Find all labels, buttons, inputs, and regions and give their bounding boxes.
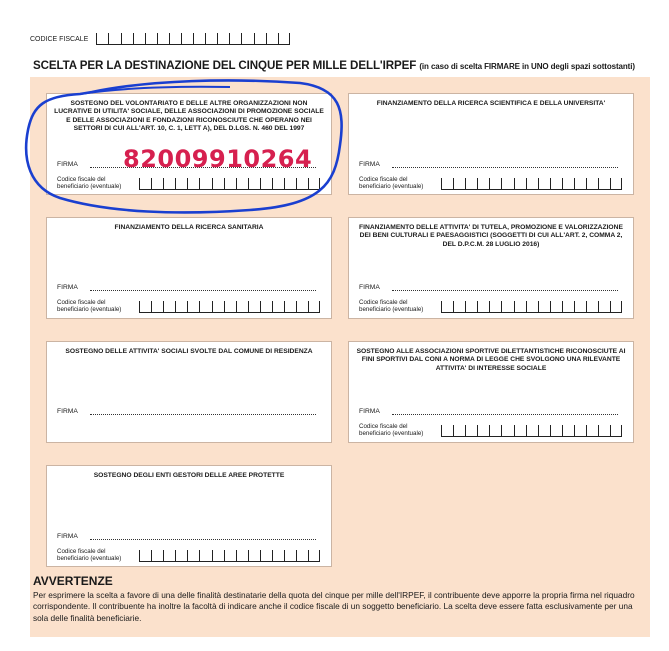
avvertenze-text: Per esprimere la scelta a favore di una delle finalità destinatarie della quota del cinque per mille dell'IRPEF, il contribuente deve apporre la propria firma nel riquadro corrispondente. Il contribuente ha inoltre la facoltà di indicare anche il codice fiscale di un soggetto beneficiario. La scelta deve essere fatta esclusivamente per una sola delle finalità beneficiarie. — [33, 590, 635, 623]
char-box[interactable] — [133, 33, 145, 44]
char-box[interactable] — [163, 178, 175, 189]
char-box[interactable] — [139, 301, 151, 312]
char-box[interactable] — [236, 301, 248, 312]
option-ricerca-scientifica — [348, 93, 634, 195]
char-box[interactable] — [199, 178, 211, 189]
char-box[interactable] — [248, 301, 260, 312]
firma-label: FIRMA — [57, 284, 78, 291]
char-box[interactable] — [598, 178, 610, 189]
char-box[interactable] — [278, 33, 290, 44]
char-box[interactable] — [538, 425, 550, 436]
char-box[interactable] — [145, 33, 157, 44]
char-box[interactable] — [212, 301, 224, 312]
char-box[interactable] — [465, 301, 477, 312]
option-heading: FINANZIAMENTO DELLE ATTIVITA' DI TUTELA, PROMOZIONE E VALORIZZAZIONE DEI BENI CULTURALI E PAESAGGISTICI (SOGGETTI DI CUI ALL'ART. 2, COMMA 2, DEL D.P.C.M. 28 LUGLIO 2016) — [359, 224, 623, 248]
char-box[interactable] — [266, 33, 278, 44]
char-box[interactable] — [477, 178, 489, 189]
beneficiary-cf-label: Codice fiscale del beneficiario (eventuale) — [359, 176, 424, 190]
char-box[interactable] — [441, 301, 453, 312]
char-box[interactable] — [477, 425, 489, 436]
char-box[interactable] — [163, 301, 175, 312]
char-box[interactable] — [241, 33, 253, 44]
char-box[interactable] — [199, 550, 211, 561]
firma-field[interactable] — [359, 284, 618, 291]
firma-line[interactable] — [90, 284, 316, 291]
option-heading: SOSTEGNO DEL VOLONTARIATO E DELLE ALTRE ORGANIZZAZIONI NON LUCRATIVE DI UTILITA' SOCIALE, DELLE ASSOCIAZIONI DI PROMOZIONE SOCIALE E DELLE ASSOCIAZIONI E FONDAZIONI RICONOSCIUTE CHE OPERANO NEI SETTORI DI CUI ALL'ART. 10, C. 1, LETT A), DEL D.LGS. N. 460 DEL 1997 — [54, 100, 324, 133]
char-box[interactable] — [453, 178, 465, 189]
char-box[interactable] — [169, 33, 181, 44]
firma-line[interactable] — [90, 408, 316, 415]
form-title-main: SCELTA PER LA DESTINAZIONE DEL CINQUE PER MILLE DELL'IRPEF — [33, 59, 417, 72]
char-box[interactable] — [96, 33, 108, 44]
char-box[interactable] — [284, 301, 296, 312]
beneficiary-cf-label: Codice fiscale del beneficiario (eventuale) — [57, 548, 122, 562]
option-heading: SOSTEGNO DEGLI ENTI GESTORI DELLE AREE PROTETTE — [93, 472, 285, 479]
char-box[interactable] — [151, 178, 163, 189]
option-aree-protette — [46, 465, 332, 567]
firma-field[interactable] — [359, 161, 618, 168]
char-box[interactable] — [610, 425, 622, 436]
beneficiary-cf-input[interactable] — [441, 301, 622, 313]
option-associazioni-sportive — [348, 341, 634, 443]
firma-field[interactable] — [359, 408, 618, 415]
char-box[interactable] — [296, 550, 308, 561]
char-box[interactable] — [199, 301, 211, 312]
char-box[interactable] — [212, 550, 224, 561]
avvertenze-title: AVVERTENZE — [33, 574, 113, 588]
char-box[interactable] — [224, 301, 236, 312]
char-box[interactable] — [163, 550, 175, 561]
option-heading: SOSTEGNO ALLE ASSOCIAZIONI SPORTIVE DILETTANTISTICHE RICONOSCIUTE AI FINI SPORTIVI DAL CONI A NORMA DI LEGGE CHE SVOLGONO UNA RILEVANTE ATTIVITA' DI INTERESSE SOCIALE — [356, 348, 626, 372]
firma-line[interactable] — [90, 533, 316, 540]
char-box[interactable] — [489, 425, 501, 436]
char-box[interactable] — [229, 33, 241, 44]
codice-fiscale-row — [30, 27, 290, 45]
char-box[interactable] — [296, 178, 308, 189]
char-box[interactable] — [308, 301, 320, 312]
char-box[interactable] — [562, 178, 574, 189]
char-box[interactable] — [308, 178, 320, 189]
beneficiary-cf-input[interactable] — [139, 550, 320, 562]
char-box[interactable] — [453, 425, 465, 436]
beneficiary-cf-input[interactable] — [139, 178, 320, 190]
firma-label: FIRMA — [57, 161, 78, 168]
char-box[interactable] — [501, 178, 513, 189]
char-box[interactable] — [550, 301, 562, 312]
char-box[interactable] — [610, 301, 622, 312]
char-box[interactable] — [236, 550, 248, 561]
beneficiary-cf-label: Codice fiscale del beneficiario (eventuale) — [57, 176, 122, 190]
option-heading: FINANZIAMENTO DELLA RICERCA SCIENTIFICA E DELLA UNIVERSITA' — [376, 100, 606, 107]
char-box[interactable] — [296, 301, 308, 312]
beneficiary-cf — [57, 299, 320, 313]
char-box[interactable] — [489, 301, 501, 312]
char-box[interactable] — [260, 301, 272, 312]
codice-fiscale-input[interactable] — [96, 33, 290, 45]
char-box[interactable] — [610, 178, 622, 189]
char-box[interactable] — [212, 178, 224, 189]
char-box[interactable] — [248, 550, 260, 561]
beneficiary-cf-label: Codice fiscale del beneficiario (eventuale) — [359, 299, 424, 313]
char-box[interactable] — [224, 178, 236, 189]
char-box[interactable] — [284, 178, 296, 189]
beneficiary-cf — [359, 299, 622, 313]
char-box[interactable] — [526, 178, 538, 189]
char-box[interactable] — [465, 425, 477, 436]
char-box[interactable] — [260, 178, 272, 189]
char-box[interactable] — [139, 178, 151, 189]
firma-field[interactable] — [57, 533, 316, 540]
char-box[interactable] — [489, 178, 501, 189]
char-box[interactable] — [441, 178, 453, 189]
char-box[interactable] — [175, 178, 187, 189]
char-box[interactable] — [526, 425, 538, 436]
option-heading: FINANZIAMENTO DELLA RICERCA SANITARIA — [114, 224, 264, 231]
char-box[interactable] — [272, 550, 284, 561]
beneficiary-cf — [57, 548, 320, 562]
char-box[interactable] — [187, 301, 199, 312]
char-box[interactable] — [501, 425, 513, 436]
char-box[interactable] — [175, 301, 187, 312]
char-box[interactable] — [574, 301, 586, 312]
char-box[interactable] — [205, 33, 217, 44]
char-box[interactable] — [108, 33, 120, 44]
char-box[interactable] — [224, 550, 236, 561]
char-box[interactable] — [586, 178, 598, 189]
option-ricerca-sanitaria — [46, 217, 332, 319]
char-box[interactable] — [477, 301, 489, 312]
char-box[interactable] — [453, 301, 465, 312]
char-box[interactable] — [538, 301, 550, 312]
beneficiary-cf-input[interactable] — [441, 425, 622, 437]
beneficiary-cf — [57, 176, 320, 190]
char-box[interactable] — [248, 178, 260, 189]
char-box[interactable] — [465, 178, 477, 189]
char-box[interactable] — [586, 301, 598, 312]
char-box[interactable] — [151, 301, 163, 312]
option-comune-residenza — [46, 341, 332, 443]
char-box[interactable] — [514, 425, 526, 436]
char-box[interactable] — [254, 33, 266, 44]
char-box[interactable] — [574, 178, 586, 189]
firma-label: FIRMA — [359, 408, 380, 415]
firma-label: FIRMA — [57, 408, 78, 415]
char-box[interactable] — [308, 550, 320, 561]
firma-line[interactable] — [392, 161, 618, 168]
char-box[interactable] — [181, 33, 193, 44]
beneficiary-cf-input[interactable] — [441, 178, 622, 190]
char-box[interactable] — [175, 550, 187, 561]
firma-field[interactable] — [57, 408, 316, 415]
beneficiary-cf — [359, 423, 622, 437]
firma-label: FIRMA — [57, 533, 78, 540]
char-box[interactable] — [272, 178, 284, 189]
char-box[interactable] — [526, 301, 538, 312]
char-box[interactable] — [598, 301, 610, 312]
char-box[interactable] — [550, 178, 562, 189]
char-box[interactable] — [562, 425, 574, 436]
char-box[interactable] — [538, 178, 550, 189]
firma-line[interactable] — [392, 284, 618, 291]
char-box[interactable] — [187, 550, 199, 561]
form-title — [33, 59, 635, 72]
char-box[interactable] — [514, 301, 526, 312]
char-box[interactable] — [586, 425, 598, 436]
char-box[interactable] — [236, 178, 248, 189]
form-title-note: (in caso di scelta FIRMARE in UNO degli spazi sottostanti) — [419, 62, 635, 71]
beneficiary-cf — [359, 176, 622, 190]
firma-field[interactable] — [57, 284, 316, 291]
option-beni-culturali — [348, 217, 634, 319]
char-box[interactable] — [157, 33, 169, 44]
char-box[interactable] — [501, 301, 513, 312]
char-box[interactable] — [139, 550, 151, 561]
char-box[interactable] — [562, 301, 574, 312]
firma-line[interactable] — [392, 408, 618, 415]
codice-fiscale-label: CODICE FISCALE — [30, 36, 89, 43]
handwritten-fiscal-code: 82009910264 — [123, 145, 313, 173]
beneficiary-cf-label: Codice fiscale del beneficiario (eventuale) — [359, 423, 424, 437]
option-volontariato — [46, 93, 332, 195]
char-box[interactable] — [217, 33, 229, 44]
char-box[interactable] — [550, 425, 562, 436]
char-box[interactable] — [151, 550, 163, 561]
firma-label: FIRMA — [359, 284, 380, 291]
option-heading: SOSTEGNO DELLE ATTIVITA' SOCIALI SVOLTE DAL COMUNE DI RESIDENZA — [65, 348, 313, 355]
beneficiary-cf-input[interactable] — [139, 301, 320, 313]
char-box[interactable] — [187, 178, 199, 189]
char-box[interactable] — [441, 425, 453, 436]
beneficiary-cf-label: Codice fiscale del beneficiario (eventuale) — [57, 299, 122, 313]
char-box[interactable] — [272, 301, 284, 312]
char-box[interactable] — [284, 550, 296, 561]
char-box[interactable] — [260, 550, 272, 561]
firma-label: FIRMA — [359, 161, 380, 168]
char-box[interactable] — [121, 33, 133, 44]
char-box[interactable] — [193, 33, 205, 44]
char-box[interactable] — [574, 425, 586, 436]
char-box[interactable] — [514, 178, 526, 189]
char-box[interactable] — [598, 425, 610, 436]
